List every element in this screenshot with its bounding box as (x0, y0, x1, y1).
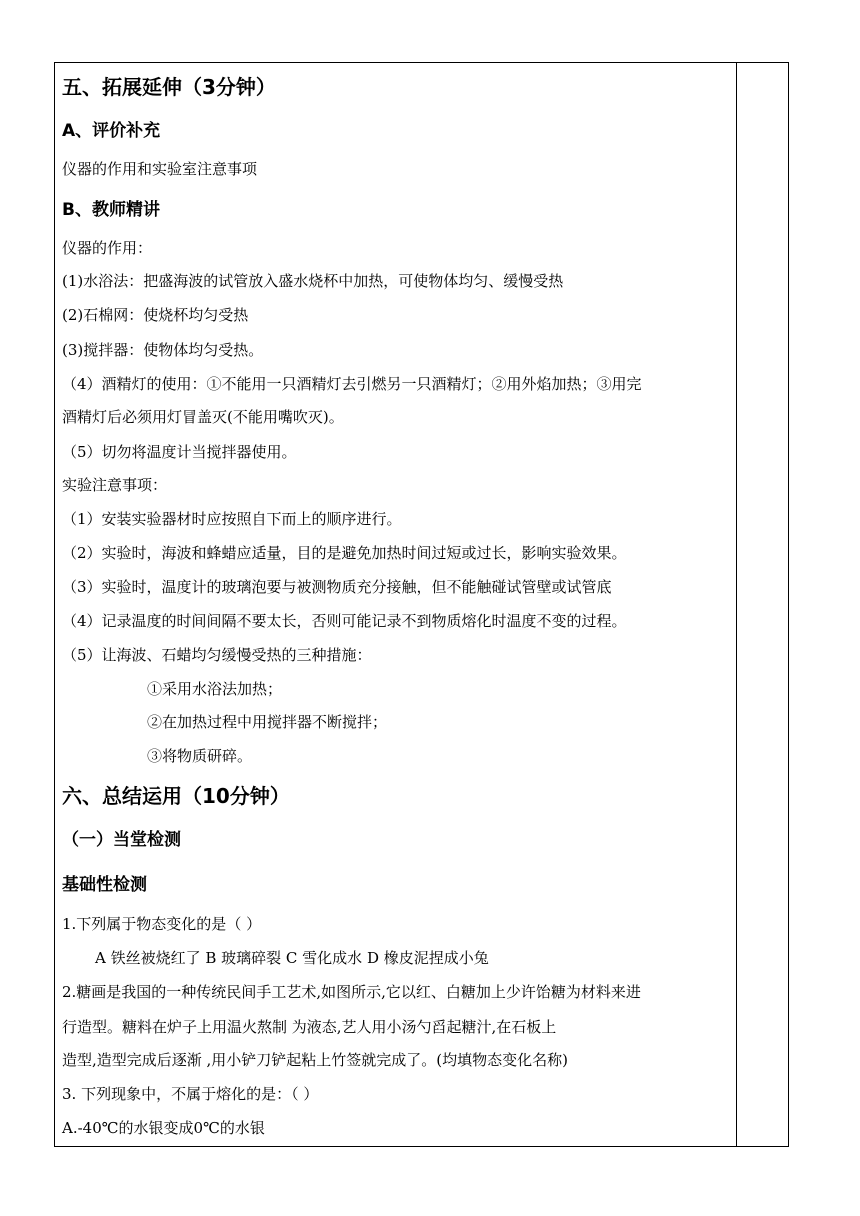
instrument-item: （4）酒精灯的使用：①不能用一只酒精灯去引燃另一只酒精灯；②用外焰加热；③用完 (62, 375, 642, 393)
note-item: （2）实验时，海波和蜂蜡应适量，目的是避免加热时间过短或过长，影响实验效果。 (62, 544, 627, 562)
basic-heading: 基础性检测 (62, 875, 147, 895)
note-item: （3）实验时，温度计的玻璃泡要与被测物质充分接触，但不能触碰试管壁或试管底 (62, 578, 612, 596)
question-3: 3. 下列现象中，不属于熔化的是：（ ） (62, 1085, 319, 1103)
section6-title: 六、总结运用（10分钟） (62, 784, 290, 808)
notes-label: 实验注意事项： (62, 476, 168, 494)
instrument-item: (2)石棉网：使烧杯均匀受热 (62, 306, 249, 324)
question-1: 1.下列属于物态变化的是（ ） (62, 915, 262, 933)
question-2-line: 行造型。糖料在炉子上用温火熬制 为液态,艺人用小汤勺舀起糖汁,在石板上 (62, 1018, 557, 1036)
measure-item: ①采用水浴法加热； (147, 680, 283, 698)
section5-a-text: 仪器的作用和实验室注意事项 (62, 160, 258, 178)
section5-b-heading: B、教师精讲 (62, 200, 160, 220)
note-item: （1）安装实验器材时应按照自下而上的顺序进行。 (62, 510, 402, 528)
instruments-label: 仪器的作用： (62, 239, 153, 257)
question-1-options: A 铁丝被烧红了 B 玻璃碎裂 C 雪化成水 D 橡皮泥捏成小兔 (95, 949, 489, 967)
instrument-item: （5）切勿将温度计当搅拌器使用。 (62, 443, 297, 461)
section5-title: 五、拓展延伸（3分钟） (62, 75, 276, 99)
column-divider (736, 62, 737, 1147)
measure-item: ③将物质研碎。 (147, 747, 253, 765)
section6-sub-heading: （一）当堂检测 (62, 830, 181, 850)
measure-item: ②在加热过程中用搅拌器不断搅拌； (147, 713, 388, 731)
section5-a-heading: A、评价补充 (62, 121, 161, 141)
note-item: （5）让海波、石蜡均匀缓慢受热的三种措施： (62, 646, 372, 664)
note-item: （4）记录温度的时间间隔不要太长，否则可能记录不到物质熔化时温度不变的过程。 (62, 612, 627, 630)
question-3-option-a: A.-40℃的水银变成0℃的水银 (62, 1119, 265, 1137)
question-2-line: 2.糖画是我国的一种传统民间手工艺术,如图所示,它以红、白糖加上少许饴糖为材料来进 (62, 983, 641, 1001)
question-2-line: 造型,造型完成后逐渐 ,用小铲刀铲起粘上竹签就完成了。(均填物态变化名称) (62, 1051, 569, 1069)
instrument-item: (1)水浴法：把盛海波的试管放入盛水烧杯中加热，可使物体均匀、缓慢受热 (62, 272, 564, 290)
instrument-item: (3)搅拌器：使物体均匀受热。 (62, 341, 264, 359)
instrument-item: 酒精灯后必须用灯冒盖灭(不能用嘴吹灭)。 (62, 408, 344, 426)
